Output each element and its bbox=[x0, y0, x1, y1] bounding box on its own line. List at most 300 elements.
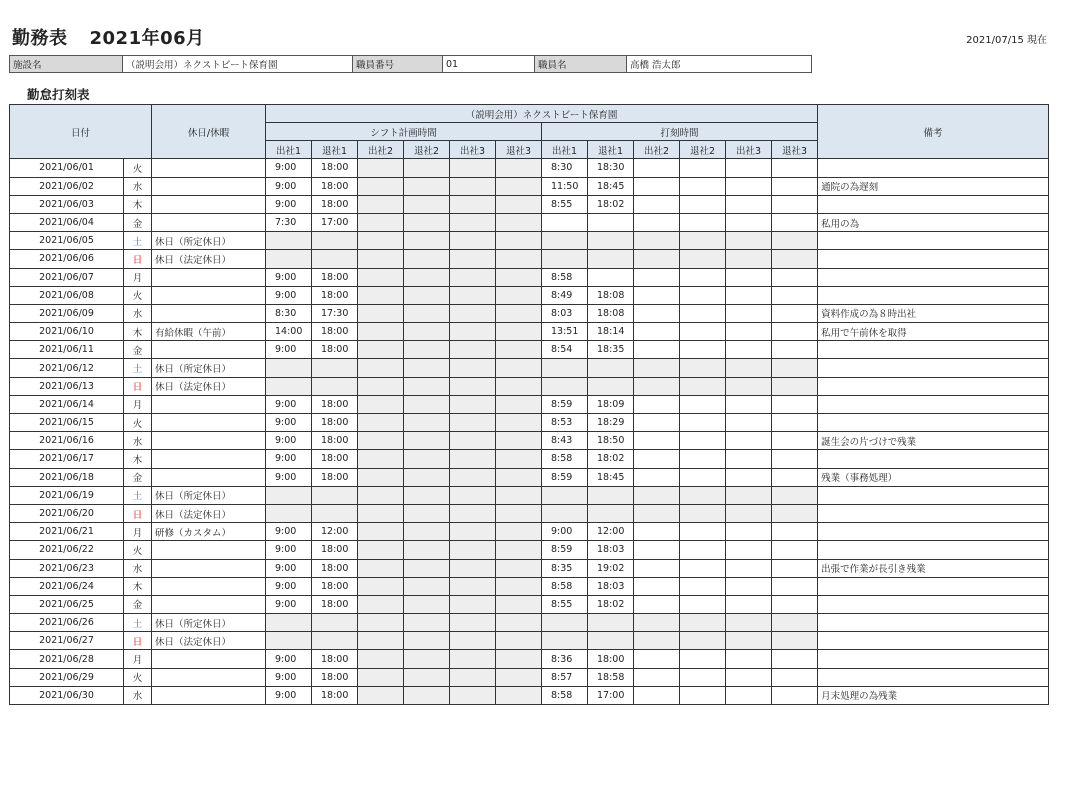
holiday-cell bbox=[152, 650, 266, 668]
table-row bbox=[10, 523, 1049, 541]
staff-name-label: 職員名 bbox=[535, 56, 627, 73]
shift-in1-cell: 9:00 bbox=[266, 395, 312, 413]
stamp-in1-cell bbox=[542, 250, 588, 268]
stamp-out1-cell: 18:00 bbox=[588, 650, 634, 668]
stamp-in2-cell bbox=[634, 632, 680, 650]
stamp-out2-cell bbox=[680, 377, 726, 395]
shift-in2-cell bbox=[358, 541, 404, 559]
shift-in2-cell bbox=[358, 304, 404, 322]
shift-out2-cell bbox=[404, 195, 450, 213]
shift-in1-cell bbox=[266, 614, 312, 632]
stamp-out1-cell bbox=[588, 213, 634, 231]
shift-in3-cell bbox=[450, 504, 496, 522]
shift-out3-cell bbox=[496, 686, 542, 704]
holiday-cell bbox=[152, 213, 266, 231]
stamp-in3-cell bbox=[726, 323, 772, 341]
date-cell: 2021/06/08 bbox=[10, 286, 124, 304]
date-cell: 2021/06/01 bbox=[10, 159, 124, 177]
shift-out2-cell bbox=[404, 213, 450, 231]
shift-out2-cell bbox=[404, 395, 450, 413]
shift-out2-cell bbox=[404, 541, 450, 559]
shift-in1-cell: 9:00 bbox=[266, 341, 312, 359]
date-cell: 2021/06/27 bbox=[10, 632, 124, 650]
shift-in3-cell bbox=[450, 286, 496, 304]
remarks-cell bbox=[818, 523, 1049, 541]
table-row bbox=[10, 595, 1049, 613]
stamp-out3-cell bbox=[772, 414, 818, 432]
remarks-cell: 残業（事務処理） bbox=[818, 468, 1049, 486]
table-row bbox=[10, 323, 1049, 341]
stamp-in1-cell: 8:55 bbox=[542, 595, 588, 613]
shift-in2-cell bbox=[358, 432, 404, 450]
stamp-subcol-header: 出社3 bbox=[726, 141, 772, 159]
shift-in2-cell bbox=[358, 523, 404, 541]
shift-out1-cell: 18:00 bbox=[312, 268, 358, 286]
shift-in2-cell bbox=[358, 650, 404, 668]
stamp-out3-cell bbox=[772, 213, 818, 231]
shift-out1-cell: 18:00 bbox=[312, 195, 358, 213]
stamp-out3-cell bbox=[772, 450, 818, 468]
shift-out1-cell: 18:00 bbox=[312, 668, 358, 686]
date-cell: 2021/06/03 bbox=[10, 195, 124, 213]
shift-in1-cell bbox=[266, 377, 312, 395]
date-cell: 2021/06/12 bbox=[10, 359, 124, 377]
stamp-out2-cell bbox=[680, 395, 726, 413]
weekday-cell: 日 bbox=[124, 632, 152, 650]
shift-out1-cell: 18:00 bbox=[312, 541, 358, 559]
shift-out1-cell bbox=[312, 632, 358, 650]
stamp-out1-cell: 18:03 bbox=[588, 541, 634, 559]
holiday-cell: 有給休暇（午前） bbox=[152, 323, 266, 341]
shift-in2-cell bbox=[358, 286, 404, 304]
weekday-cell: 金 bbox=[124, 595, 152, 613]
shift-out1-cell: 18:00 bbox=[312, 159, 358, 177]
table-row bbox=[10, 468, 1049, 486]
remarks-cell bbox=[818, 359, 1049, 377]
weekday-cell: 月 bbox=[124, 523, 152, 541]
shift-in3-cell bbox=[450, 377, 496, 395]
date-cell: 2021/06/20 bbox=[10, 504, 124, 522]
shift-in3-cell bbox=[450, 686, 496, 704]
stamp-in3-cell bbox=[726, 195, 772, 213]
stamp-in1-cell: 8:53 bbox=[542, 414, 588, 432]
stamp-in3-cell bbox=[726, 577, 772, 595]
shift-out3-cell bbox=[496, 359, 542, 377]
stamp-in2-cell bbox=[634, 595, 680, 613]
shift-out1-cell bbox=[312, 504, 358, 522]
date-cell: 2021/06/09 bbox=[10, 304, 124, 322]
shift-subcol-header: 退社3 bbox=[496, 141, 542, 159]
date-cell: 2021/06/06 bbox=[10, 250, 124, 268]
remarks-cell bbox=[818, 232, 1049, 250]
shift-out2-cell bbox=[404, 523, 450, 541]
holiday-cell: 休日（所定休日） bbox=[152, 486, 266, 504]
shift-in2-cell bbox=[358, 359, 404, 377]
shift-in3-cell bbox=[450, 304, 496, 322]
shift-in2-cell bbox=[358, 450, 404, 468]
holiday-cell: 休日（所定休日） bbox=[152, 232, 266, 250]
table-row bbox=[10, 232, 1049, 250]
weekday-cell: 木 bbox=[124, 450, 152, 468]
stamp-subcol-header: 出社2 bbox=[634, 141, 680, 159]
stamp-subcol-header: 出社1 bbox=[542, 141, 588, 159]
shift-in3-cell bbox=[450, 213, 496, 231]
stamp-in3-cell bbox=[726, 668, 772, 686]
weekday-cell: 月 bbox=[124, 268, 152, 286]
stamp-in3-cell bbox=[726, 250, 772, 268]
weekday-cell: 火 bbox=[124, 159, 152, 177]
stamp-out3-cell bbox=[772, 304, 818, 322]
shift-out3-cell bbox=[496, 504, 542, 522]
stamp-out1-cell: 18:35 bbox=[588, 341, 634, 359]
shift-in3-cell bbox=[450, 250, 496, 268]
shift-out3-cell bbox=[496, 486, 542, 504]
stamp-in1-cell: 8:30 bbox=[542, 159, 588, 177]
shift-in1-cell: 9:00 bbox=[266, 559, 312, 577]
shift-out2-cell bbox=[404, 232, 450, 250]
stamp-out2-cell bbox=[680, 323, 726, 341]
shift-in1-cell: 9:00 bbox=[266, 268, 312, 286]
shift-out2-cell bbox=[404, 250, 450, 268]
stamp-out3-cell bbox=[772, 395, 818, 413]
date-cell: 2021/06/10 bbox=[10, 323, 124, 341]
stamp-in2-cell bbox=[634, 250, 680, 268]
remarks-cell bbox=[818, 159, 1049, 177]
stamp-in3-cell bbox=[726, 686, 772, 704]
stamp-out2-cell bbox=[680, 286, 726, 304]
stamp-out3-cell bbox=[772, 323, 818, 341]
shift-out3-cell bbox=[496, 250, 542, 268]
shift-out1-cell bbox=[312, 232, 358, 250]
stamp-out2-cell bbox=[680, 686, 726, 704]
stamp-out2-cell bbox=[680, 541, 726, 559]
stamp-out1-cell: 18:02 bbox=[588, 595, 634, 613]
date-cell: 2021/06/28 bbox=[10, 650, 124, 668]
remarks-cell: 誕生会の片づけで残業 bbox=[818, 432, 1049, 450]
stamp-out2-cell bbox=[680, 414, 726, 432]
date-cell: 2021/06/30 bbox=[10, 686, 124, 704]
stamp-in2-cell bbox=[634, 668, 680, 686]
shift-in3-cell bbox=[450, 577, 496, 595]
table-row bbox=[10, 159, 1049, 177]
weekday-cell: 木 bbox=[124, 577, 152, 595]
stamp-in3-cell bbox=[726, 541, 772, 559]
stamp-out2-cell bbox=[680, 577, 726, 595]
remarks-cell: 資料作成の為８時出社 bbox=[818, 304, 1049, 322]
stamp-out3-cell bbox=[772, 468, 818, 486]
stamp-out1-cell: 18:29 bbox=[588, 414, 634, 432]
shift-in2-cell bbox=[358, 614, 404, 632]
stamp-in3-cell bbox=[726, 304, 772, 322]
stamp-out2-cell bbox=[680, 614, 726, 632]
stamp-out3-cell bbox=[772, 268, 818, 286]
as-of-date: 2021/07/15 現在 bbox=[966, 35, 1047, 46]
stamp-in2-cell bbox=[634, 304, 680, 322]
stamp-in2-cell bbox=[634, 195, 680, 213]
stamp-in1-cell: 8:49 bbox=[542, 286, 588, 304]
facility-label: 施設名 bbox=[10, 56, 123, 73]
shift-in3-cell bbox=[450, 486, 496, 504]
shift-in1-cell: 9:00 bbox=[266, 468, 312, 486]
shift-in1-cell: 9:00 bbox=[266, 414, 312, 432]
weekday-cell: 土 bbox=[124, 486, 152, 504]
shift-in3-cell bbox=[450, 341, 496, 359]
date-cell: 2021/06/15 bbox=[10, 414, 124, 432]
weekday-cell: 水 bbox=[124, 177, 152, 195]
date-cell: 2021/06/23 bbox=[10, 559, 124, 577]
shift-out1-cell: 18:00 bbox=[312, 650, 358, 668]
shift-in3-cell bbox=[450, 595, 496, 613]
shift-out3-cell bbox=[496, 632, 542, 650]
title-month: 2021年06月 bbox=[89, 28, 205, 49]
stamp-out2-cell bbox=[680, 341, 726, 359]
shift-out2-cell bbox=[404, 377, 450, 395]
col-remarks-header: 備考 bbox=[818, 105, 1049, 159]
stamp-in3-cell bbox=[726, 523, 772, 541]
shift-out3-cell bbox=[496, 450, 542, 468]
table-row bbox=[10, 668, 1049, 686]
stamp-out3-cell bbox=[772, 595, 818, 613]
weekday-cell: 金 bbox=[124, 213, 152, 231]
shift-in3-cell bbox=[450, 414, 496, 432]
section-title: 勤怠打刻表 bbox=[27, 87, 90, 102]
shift-in1-cell: 9:00 bbox=[266, 432, 312, 450]
weekday-cell: 土 bbox=[124, 614, 152, 632]
stamp-out3-cell bbox=[772, 486, 818, 504]
shift-out3-cell bbox=[496, 650, 542, 668]
stamp-in1-cell: 13:51 bbox=[542, 323, 588, 341]
stamp-in2-cell bbox=[634, 486, 680, 504]
stamp-in1-cell: 9:00 bbox=[542, 523, 588, 541]
shift-out2-cell bbox=[404, 432, 450, 450]
shift-out1-cell: 18:00 bbox=[312, 414, 358, 432]
stamp-subcol-header: 退社1 bbox=[588, 141, 634, 159]
shift-in1-cell: 9:00 bbox=[266, 177, 312, 195]
date-cell: 2021/06/17 bbox=[10, 450, 124, 468]
shift-out3-cell bbox=[496, 286, 542, 304]
remarks-cell: 出張で作業が長引き残業 bbox=[818, 559, 1049, 577]
shift-in1-cell: 7:30 bbox=[266, 213, 312, 231]
date-cell: 2021/06/07 bbox=[10, 268, 124, 286]
shift-in2-cell bbox=[358, 250, 404, 268]
stamp-in2-cell bbox=[634, 650, 680, 668]
date-cell: 2021/06/25 bbox=[10, 595, 124, 613]
shift-in3-cell bbox=[450, 541, 496, 559]
table-row bbox=[10, 268, 1049, 286]
stamp-in1-cell: 8:55 bbox=[542, 195, 588, 213]
shift-in2-cell bbox=[358, 504, 404, 522]
date-cell: 2021/06/11 bbox=[10, 341, 124, 359]
shift-in1-cell: 9:00 bbox=[266, 159, 312, 177]
stamp-out1-cell bbox=[588, 232, 634, 250]
shift-out3-cell bbox=[496, 177, 542, 195]
stamp-in1-cell: 8:03 bbox=[542, 304, 588, 322]
shift-in1-cell: 9:00 bbox=[266, 577, 312, 595]
shift-out2-cell bbox=[404, 650, 450, 668]
info-table bbox=[9, 55, 812, 73]
shift-out2-cell bbox=[404, 341, 450, 359]
stamp-out1-cell: 18:50 bbox=[588, 432, 634, 450]
stamp-out2-cell bbox=[680, 268, 726, 286]
shift-in2-cell bbox=[358, 195, 404, 213]
stamp-out2-cell bbox=[680, 632, 726, 650]
stamp-in2-cell bbox=[634, 414, 680, 432]
shift-out2-cell bbox=[404, 286, 450, 304]
weekday-cell: 土 bbox=[124, 232, 152, 250]
shift-in1-cell bbox=[266, 504, 312, 522]
date-cell: 2021/06/26 bbox=[10, 614, 124, 632]
shift-in1-cell: 9:00 bbox=[266, 450, 312, 468]
shift-out3-cell bbox=[496, 541, 542, 559]
stamp-out2-cell bbox=[680, 650, 726, 668]
stamp-out3-cell bbox=[772, 286, 818, 304]
shift-in1-cell: 9:00 bbox=[266, 668, 312, 686]
table-row bbox=[10, 632, 1049, 650]
holiday-cell bbox=[152, 468, 266, 486]
shift-in3-cell bbox=[450, 195, 496, 213]
shift-out1-cell: 18:00 bbox=[312, 686, 358, 704]
holiday-cell bbox=[152, 595, 266, 613]
stamp-out2-cell bbox=[680, 304, 726, 322]
stamp-out2-cell bbox=[680, 595, 726, 613]
stamp-in1-cell bbox=[542, 377, 588, 395]
shift-in3-cell bbox=[450, 432, 496, 450]
shift-in3-cell bbox=[450, 614, 496, 632]
shift-out3-cell bbox=[496, 377, 542, 395]
shift-out1-cell: 18:00 bbox=[312, 395, 358, 413]
stamp-in2-cell bbox=[634, 395, 680, 413]
shift-out3-cell bbox=[496, 304, 542, 322]
shift-subcol-header: 退社1 bbox=[312, 141, 358, 159]
shift-out3-cell bbox=[496, 213, 542, 231]
stamp-in3-cell bbox=[726, 450, 772, 468]
stamp-in2-cell bbox=[634, 468, 680, 486]
stamp-out3-cell bbox=[772, 686, 818, 704]
shift-in1-cell bbox=[266, 632, 312, 650]
shift-in3-cell bbox=[450, 177, 496, 195]
shift-out1-cell bbox=[312, 486, 358, 504]
weekday-cell: 木 bbox=[124, 195, 152, 213]
holiday-cell bbox=[152, 304, 266, 322]
date-cell: 2021/06/04 bbox=[10, 213, 124, 231]
shift-out2-cell bbox=[404, 614, 450, 632]
shift-out1-cell bbox=[312, 250, 358, 268]
shift-out2-cell bbox=[404, 177, 450, 195]
stamp-out2-cell bbox=[680, 468, 726, 486]
shift-in3-cell bbox=[450, 159, 496, 177]
stamp-in3-cell bbox=[726, 504, 772, 522]
shift-in1-cell: 9:00 bbox=[266, 650, 312, 668]
holiday-cell bbox=[152, 286, 266, 304]
stamp-out2-cell bbox=[680, 559, 726, 577]
stamp-in2-cell bbox=[634, 432, 680, 450]
remarks-cell bbox=[818, 341, 1049, 359]
stamp-out3-cell bbox=[772, 541, 818, 559]
shift-in1-cell: 9:00 bbox=[266, 686, 312, 704]
shift-out2-cell bbox=[404, 595, 450, 613]
shift-out3-cell bbox=[496, 159, 542, 177]
stamp-out3-cell bbox=[772, 632, 818, 650]
stamp-out2-cell bbox=[680, 232, 726, 250]
holiday-cell: 休日（法定休日） bbox=[152, 377, 266, 395]
table-row bbox=[10, 450, 1049, 468]
stamp-in3-cell bbox=[726, 159, 772, 177]
stamp-in3-cell bbox=[726, 595, 772, 613]
date-cell: 2021/06/02 bbox=[10, 177, 124, 195]
stamp-in1-cell: 11:50 bbox=[542, 177, 588, 195]
shift-in3-cell bbox=[450, 359, 496, 377]
shift-out2-cell bbox=[404, 159, 450, 177]
holiday-cell bbox=[152, 341, 266, 359]
stamp-out1-cell: 18:14 bbox=[588, 323, 634, 341]
stamp-in1-cell bbox=[542, 486, 588, 504]
shift-out3-cell bbox=[496, 395, 542, 413]
stamp-in3-cell bbox=[726, 486, 772, 504]
shift-in1-cell bbox=[266, 250, 312, 268]
holiday-cell: 研修（カスタム） bbox=[152, 523, 266, 541]
stamp-out3-cell bbox=[772, 559, 818, 577]
shift-out3-cell bbox=[496, 559, 542, 577]
date-cell: 2021/06/19 bbox=[10, 486, 124, 504]
holiday-cell bbox=[152, 541, 266, 559]
stamp-out2-cell bbox=[680, 668, 726, 686]
stamp-out1-cell: 18:09 bbox=[588, 395, 634, 413]
holiday-cell bbox=[152, 268, 266, 286]
table-row bbox=[10, 414, 1049, 432]
shift-out3-cell bbox=[496, 414, 542, 432]
stamp-out2-cell bbox=[680, 504, 726, 522]
weekday-cell: 月 bbox=[124, 650, 152, 668]
stamp-in2-cell bbox=[634, 177, 680, 195]
holiday-cell bbox=[152, 195, 266, 213]
stamp-out1-cell: 18:08 bbox=[588, 286, 634, 304]
stamp-in3-cell bbox=[726, 341, 772, 359]
shift-out2-cell bbox=[404, 504, 450, 522]
stamp-out2-cell bbox=[680, 177, 726, 195]
table-row bbox=[10, 341, 1049, 359]
stamp-in1-cell: 8:58 bbox=[542, 450, 588, 468]
shift-out1-cell: 18:00 bbox=[312, 595, 358, 613]
staff-no-value: 01 bbox=[443, 56, 535, 73]
shift-out3-cell bbox=[496, 341, 542, 359]
shift-out1-cell: 17:00 bbox=[312, 213, 358, 231]
stamp-out3-cell bbox=[772, 359, 818, 377]
stamp-in3-cell bbox=[726, 268, 772, 286]
stamp-in2-cell bbox=[634, 450, 680, 468]
holiday-cell: 休日（法定休日） bbox=[152, 504, 266, 522]
stamp-out2-cell bbox=[680, 159, 726, 177]
shift-out2-cell bbox=[404, 268, 450, 286]
table-row bbox=[10, 614, 1049, 632]
shift-out3-cell bbox=[496, 232, 542, 250]
stamp-in2-cell bbox=[634, 213, 680, 231]
date-cell: 2021/06/13 bbox=[10, 377, 124, 395]
attendance-table bbox=[9, 104, 1049, 705]
table-row bbox=[10, 286, 1049, 304]
remarks-cell bbox=[818, 632, 1049, 650]
stamp-in3-cell bbox=[726, 432, 772, 450]
stamp-in2-cell bbox=[634, 504, 680, 522]
stamp-out3-cell bbox=[772, 377, 818, 395]
date-cell: 2021/06/21 bbox=[10, 523, 124, 541]
shift-in2-cell bbox=[358, 632, 404, 650]
remarks-cell bbox=[818, 286, 1049, 304]
holiday-cell bbox=[152, 177, 266, 195]
shift-out2-cell bbox=[404, 559, 450, 577]
shift-subcol-header: 退社2 bbox=[404, 141, 450, 159]
weekday-cell: 火 bbox=[124, 668, 152, 686]
shift-in3-cell bbox=[450, 323, 496, 341]
